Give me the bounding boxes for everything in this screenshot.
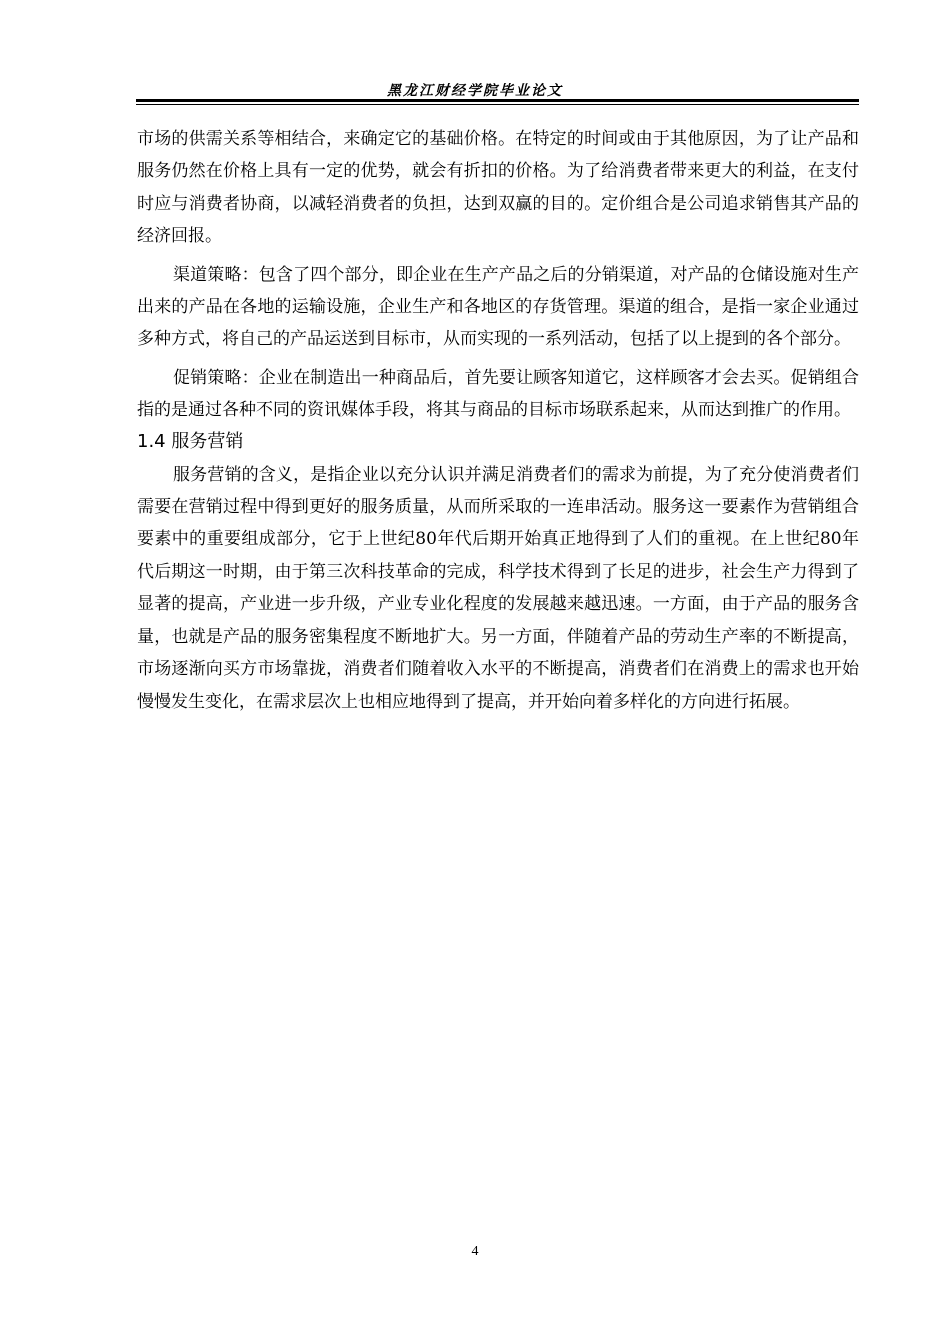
- header-title: 黑龙江财经学院毕业论文: [387, 83, 563, 99]
- paragraph-channel: 渠道策略：包含了四个部分，即企业在生产产品之后的分销渠道，对产品的仓储设施对生产出来的产品在各地的运输设施，企业生产和各地区的存货管理。渠道的组合，是指一家企业通过多种方式，将自己的产品运送到目标市，从而实现的一系列活动，包括了以上提到的各个部分。: [137, 264, 859, 350]
- header-rule-thick: [136, 99, 859, 102]
- document-body: [137, 123, 859, 718]
- paragraph-pricing: 市场的供需关系等相结合，来确定它的基础价格。在特定的时间或由于其他原因，为了让产品和服务仍然在价格上具有一定的优势，就会有折扣的价格。为了给消费者带来更大的利益，在支付时应与消费者协商，以减轻消费者的负担，达到双赢的目的。定价组合是公司追求销售其产品的经济回报。: [137, 129, 859, 247]
- page-number: 4: [471, 1244, 479, 1259]
- section-heading: 1.4 服务营销: [137, 430, 244, 452]
- header-rule-thin: [136, 104, 859, 105]
- paragraph-service-marketing: 服务营销的含义，是指企业以充分认识并满足消费者们的需求为前提，为了充分使消费者们需要在营销过程中得到更好的服务质量，从而所采取的一连串活动。服务这一要素作为营销组合要素中的重要组成部分，它于上世纪80年代后期开始真正地得到了人们的重视。在上世纪80年代后期这一时期，由于第三次科技革命的完成，科学技术得到了长足的进步，社会生产力得到了显著的提高，产业进一步升级，产业专业化程度的发展越来越迅速。一方面，由于产品的服务含量，也就是产品的服务密集程度不断地扩大。另一方面，伴随着产品的劳动生产率的不断提高，市场逐渐向买方市场靠拢，消费者们随着收入水平的不断提高，消费者们在消费上的需求也开始慢慢发生变化，在需求层次上也相应地得到了提高，并开始向着多样化的方向进行拓展。: [137, 464, 859, 712]
- paragraph-promotion: 促销策略：企业在制造出一种商品后，首先要让顾客知道它，这样顾客才会去买。促销组合指的是通过各种不同的资讯媒体手段，将其与商品的目标市场联系起来，从而达到推广的作用。: [137, 367, 859, 421]
